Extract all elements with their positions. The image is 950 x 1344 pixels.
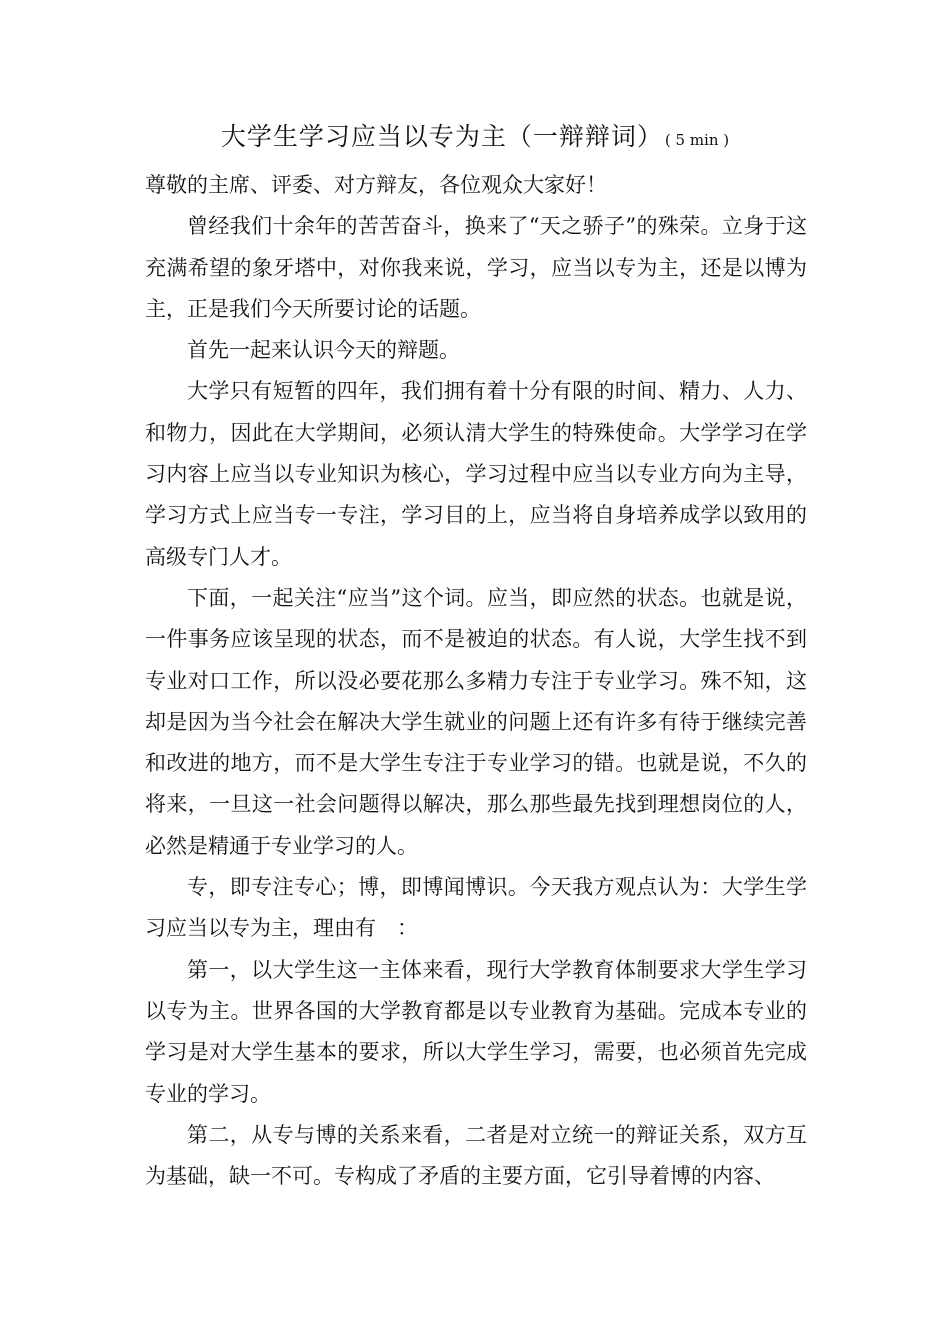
paragraph-reason-one: 第一，以大学生这一主体来看，现行大学教育体制要求大学生学习以专为主。世界各国的大学教育都是以专业教育为基础。完成本专业的学习是对大学生基本的要求，所以大学生学习，需要，也必须首先完成专业的学习。 bbox=[145, 957, 807, 1106]
paragraph-mission: 大学只有短暂的四年，我们拥有着十分有限的时间、精力、人力、和物力，因此在大学期间，必须认清大学生的特殊使命。大学学习在学习内容上应当以专业知识为核心，学习过程中应当以专业方向为主导，学习方式上应当专一专注，学习目的上，应当将自身培养成学以致用的高级专门人才。 bbox=[145, 379, 807, 569]
paragraph-intro: 曾经我们十余年的苦苦奋斗，换来了“天之骄子”的殊荣。立身于这充满希望的象牙塔中，对你我来说，学习，应当以专为主，还是以博为主，正是我们今天所要讨论的话题。 bbox=[145, 214, 807, 321]
page-title: 大学生学习应当以专为主（一辩辩词） bbox=[220, 122, 663, 151]
duration-note: ( 5 min ) bbox=[664, 131, 730, 149]
paragraph-reason-two: 第二，从专与博的关系来看，二者是对立统一的辩证关系，双方互为基础，缺一不可。专构成了矛盾的主要方面，它引导着博的内容、 bbox=[145, 1122, 807, 1189]
greeting-line: 尊敬的主席、评委、对方辩友，各位观众大家好！ bbox=[145, 173, 607, 197]
paragraph-position: 专，即专注专心；博，即博闻博识。今天我方观点认为：大学生学习应当以专为主，理由有 ： bbox=[145, 875, 807, 941]
title-row bbox=[0, 117, 950, 153]
speech-body bbox=[145, 165, 807, 1197]
paragraph-topic: 首先一起来认识今天的辩题。 bbox=[187, 338, 460, 363]
paragraph-should: 下面，一起关注“应当”这个词。应当，即应然的状态。也就是说，一件事务应该呈现的状态，而不是被迫的状态。有人说，大学生找不到专业对口工作，所以没必要花那么多精力专注于专业学习。殊不知，这却是因为当今社会在解决大学生就业的问题上还有许多有待于继续完善和改进的地方，而不是大学生专注于专业学习的错。也就是说，不久的将来，一旦这一社会问题得以解决，那么那些最先找到理想岗位的人，必然是精通于专业学习的人。 bbox=[145, 585, 807, 858]
